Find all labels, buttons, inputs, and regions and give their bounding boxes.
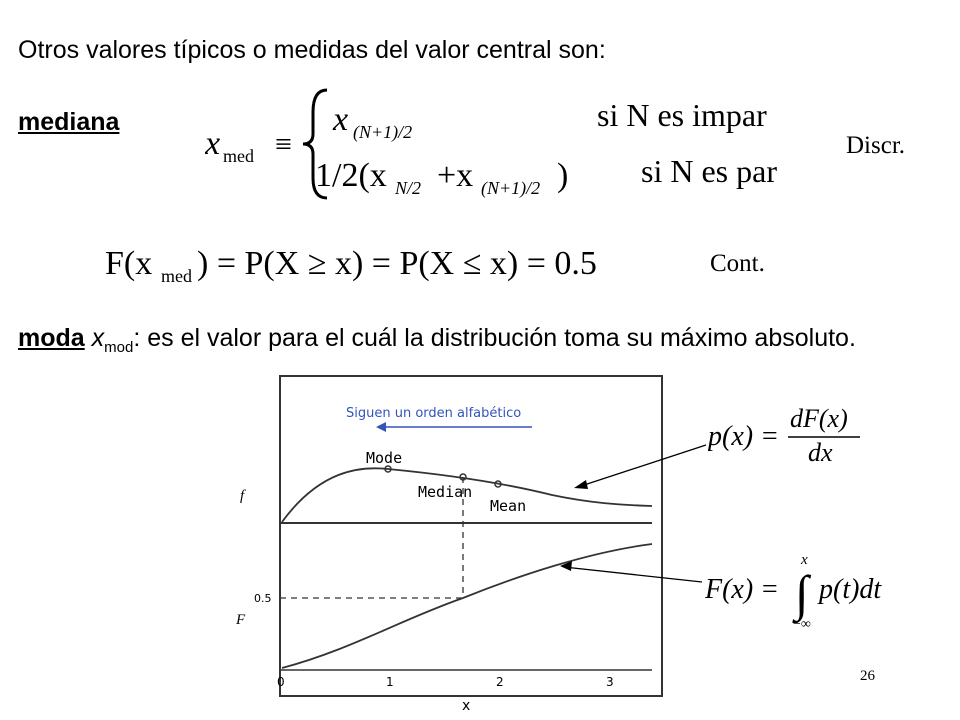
y-label-f: f: [240, 488, 245, 504]
plot-frame: [280, 376, 662, 696]
x-tick-3: 3: [606, 675, 614, 689]
alphabetical-annotation: Siguen un orden alfabético: [346, 406, 522, 421]
continuous-label: Cont.: [710, 250, 765, 277]
median-continuous-formula: [105, 238, 635, 288]
moda-heading: moda: [18, 324, 85, 352]
x-tick-0: 0: [277, 675, 285, 689]
case2-close: ): [557, 157, 569, 194]
formula-x-med: x: [205, 125, 221, 162]
formula-med-subscript: med: [223, 146, 254, 166]
cdf-lhs: F(x) =: [705, 574, 780, 605]
case2-plus: +x: [437, 157, 474, 194]
cdf-upper-limit: x: [801, 552, 808, 568]
case1-condition: si N es impar: [597, 97, 767, 133]
x-tick-2: 2: [496, 675, 504, 689]
discrete-label: Discr.: [846, 132, 906, 159]
mean-label: Mean: [490, 497, 527, 515]
moda-symbol: x: [91, 324, 105, 352]
integral-sign: ∫: [795, 565, 809, 621]
cdf-lower-limit: −∞: [793, 617, 811, 632]
median-discrete-formula: [205, 82, 805, 202]
x-tick-1: 1: [386, 675, 394, 689]
case2-prefix: 1/2(x: [315, 157, 387, 194]
y-label-F: F: [236, 612, 246, 628]
case2-condition: si N es par: [641, 153, 777, 189]
cdf-integrand: p(t)dt: [819, 574, 882, 605]
distribution-figure: [200, 370, 670, 720]
moda-subscript: mod: [104, 339, 134, 356]
cont-prefix: F(x: [105, 245, 153, 282]
case2-subscript-b: (N+1)/2: [481, 178, 541, 198]
slide-title: Otros valores típicos o medidas del valor central son:: [18, 36, 606, 64]
mode-label: Mode: [366, 449, 403, 467]
cont-med-subscript: med: [161, 266, 192, 286]
pdf-formula: [708, 405, 868, 465]
pdf-numerator: dF(x): [790, 405, 848, 433]
case1-expr: x: [333, 101, 349, 138]
tick-label-half: 0.5: [254, 592, 272, 605]
case2-subscript-a: N/2: [395, 178, 422, 198]
page-number: 26: [860, 668, 875, 684]
median-label: Median: [418, 483, 473, 501]
case1-subscript: (N+1)/2: [353, 122, 413, 142]
pdf-lhs: p(x) =: [708, 421, 779, 452]
x-axis-label: x: [462, 698, 471, 714]
moda-description: : es el valor para el cuál la distribución toma su máximo absoluto.: [133, 324, 856, 352]
pdf-denominator: dx: [808, 438, 833, 465]
mediana-heading: mediana: [18, 108, 120, 136]
moda-paragraph: [18, 322, 918, 364]
formula-equiv: ≡: [275, 128, 292, 161]
cont-rest: ) = P(X ≥ x) = P(X ≤ x) = 0.5: [197, 245, 597, 282]
cdf-formula: [705, 548, 915, 633]
